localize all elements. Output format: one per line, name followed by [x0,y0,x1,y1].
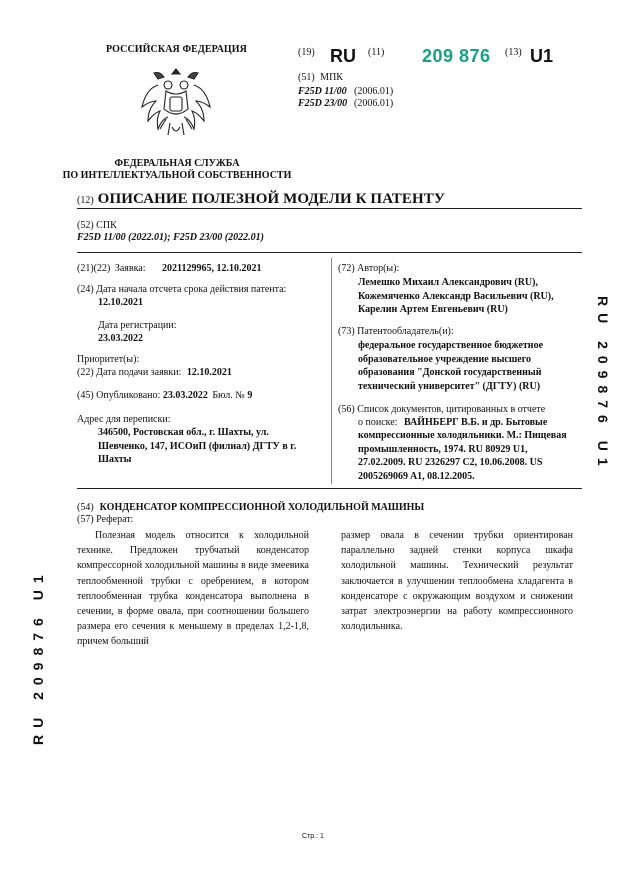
author-name: Лемешко Михаил Александрович (RU), [358,277,538,288]
abstract-text: размер овала в сечении трубки ориентирован параллельно задней стенки корпуса шкафа холодильной машины. Технический результат заключается в улучшении теплообмена хладагента в конденсаторе с окружающим воздухом и снижении затрат электроэнергии на работу компрессионного холодильника. [341,530,573,633]
cpc-rule [77,252,582,253]
application-label: Заявка: [114,263,146,274]
code-13: (13) [505,47,522,58]
holder-line: федеральное государственное бюджетное [358,340,544,351]
address-line: 346500, Ростовская обл., г. Шахты, ул. [98,427,269,438]
biblio-rule [77,488,582,489]
application-value: 2021129965, 12.10.2021 [162,263,262,274]
abstract-label-row [77,513,133,527]
holder-block [358,339,588,393]
code-11: (11) [368,47,385,58]
cited-first-row [358,416,547,430]
authors-label: Автор(ы): [357,263,400,274]
abstract-column-1 [77,528,309,650]
side-label-left: RU 209876 U1 [30,568,46,745]
abstract-label: Реферат: [96,514,134,525]
code-22: (22) [77,367,94,378]
cited-line: 27.02.2009. RU 2326297 C2, 10.06.2008. US [358,457,543,468]
cpc-value: F25D 11/00 (2022.01); F25D 23/00 (2022.01) [77,232,264,243]
address-line: Шевченко, 147, ИСОиП (филиал) ДГТУ в г. [98,440,297,452]
authors-label-row [338,262,399,276]
model-title-text: КОНДЕНСАТОР КОМПРЕССИОННОЙ ХОЛОДИЛЬНОЙ МАШИНЫ [99,502,425,513]
cited-line: компрессионные холодильники. М.: Пищевая [358,430,567,441]
author-name: Карелин Артем Евгеньевич (RU) [358,304,508,315]
cpc-label: СПК [96,220,117,231]
ipc-label: МПК [320,72,343,83]
agency-line-1: ФЕДЕРАЛЬНАЯ СЛУЖБА [114,158,240,169]
priority-label: Приоритет(ы): [77,354,140,365]
coat-of-arms-icon [136,63,216,151]
kind-code: U1 [530,46,554,66]
term-start-value: 12.10.2021 [98,297,143,308]
cited-line: 2005269069 A1, 08.12.2005. [358,470,475,482]
publication-row [77,389,252,403]
code-52: (52) [77,220,94,231]
ipc-version: (2006.01) [354,98,394,109]
application-row [77,262,261,276]
term-start-row [77,283,286,297]
cited-label-cont: о поиске: [358,417,398,428]
title-rule [77,208,582,209]
code-12: (12) [77,195,94,206]
code-21-22: (21)(22) [77,263,111,274]
holder-line: образовательное учреждение высшего [358,353,532,365]
bulletin-value: 9 [247,390,253,401]
agency-line-2: ПО ИНТЕЛЛЕКТУАЛЬНОЙ СОБСТВЕННОСТИ [62,170,292,181]
address-line: Шахты [98,454,132,465]
authors-list [358,276,588,317]
patent-number: 209 876 [422,46,491,66]
holder-label-row [338,325,454,339]
code-51-number: (51) [298,72,315,83]
ipc-class: F25D 11/00 [298,86,347,97]
ipc-class: F25D 23/00 [298,98,348,109]
side-label-right: RU 209876 U1 [595,296,611,473]
code-51 [298,72,343,83]
author-name: Кожемяченко Александр Васильевич (RU), [358,290,554,302]
bulletin-label: Бюл. № [212,390,245,401]
holder-label: Патентообладатель(и): [357,326,454,337]
cited-first: ВАЙНБЕРГ В.Б. и др. Бытовые [403,417,548,428]
code-56: (56) [338,404,355,415]
address-label: Адрес для переписки: [77,414,171,425]
abstract-column-2 [341,528,573,634]
ipc-row-2 [298,98,394,109]
agency-name [62,158,292,182]
code-73: (73) [338,326,355,337]
abstract-text: Полезная модель относится к холодильной технике. Предложен трубчатый конденсатор компрессорной холодильной машины в виде змеевика теплообменной трубки с оребрением, в котором теплообменная трубка конденсатора выполнена в сечении, в форме овала, при соотношении большего размера его сечения к меньшему в пределах 1,2-1,8, причем больший [77,530,309,648]
document-title [77,190,445,208]
cited-label: Список документов, цитированных в отчете [357,404,546,415]
filing-date-value: 12.10.2021 [186,367,232,378]
column-divider [331,258,332,484]
ipc-row-1 [298,86,394,97]
address-block [98,426,323,467]
page-number: Стр.: 1 [302,833,324,840]
cited-line: промышленность, 1974. RU 80929 U1, [358,443,528,455]
country-code: RU [330,46,356,66]
document-title-text: ОПИСАНИЕ ПОЛЕЗНОЙ МОДЕЛИ К ПАТЕНТУ [97,191,446,207]
publication-label: Опубликовано: [96,390,161,401]
registration-label: Дата регистрации: [98,320,177,331]
code-19: (19) [298,47,315,58]
code-72: (72) [338,263,355,274]
code-24: (24) [77,284,94,295]
country-name: РОССИЙСКАЯ ФЕДЕРАЦИЯ [106,44,248,55]
cited-label-row [338,403,545,417]
term-start-label: Дата начала отсчета срока действия патента: [96,284,287,295]
holder-line: технический университет" (ДГТУ) (RU) [358,380,541,392]
ipc-version: (2006.01) [354,86,394,97]
registration-value: 23.03.2022 [98,333,143,344]
code-45: (45) [77,390,94,401]
cited-list [358,429,588,483]
publication-value: 23.03.2022 [162,390,208,401]
filing-date-row [77,366,232,380]
holder-line: образования "Донской государственный [358,367,542,378]
filing-date-label: Дата подачи заявки: [96,367,182,378]
code-54: (54) [77,502,94,513]
code-57: (57) [77,514,94,525]
